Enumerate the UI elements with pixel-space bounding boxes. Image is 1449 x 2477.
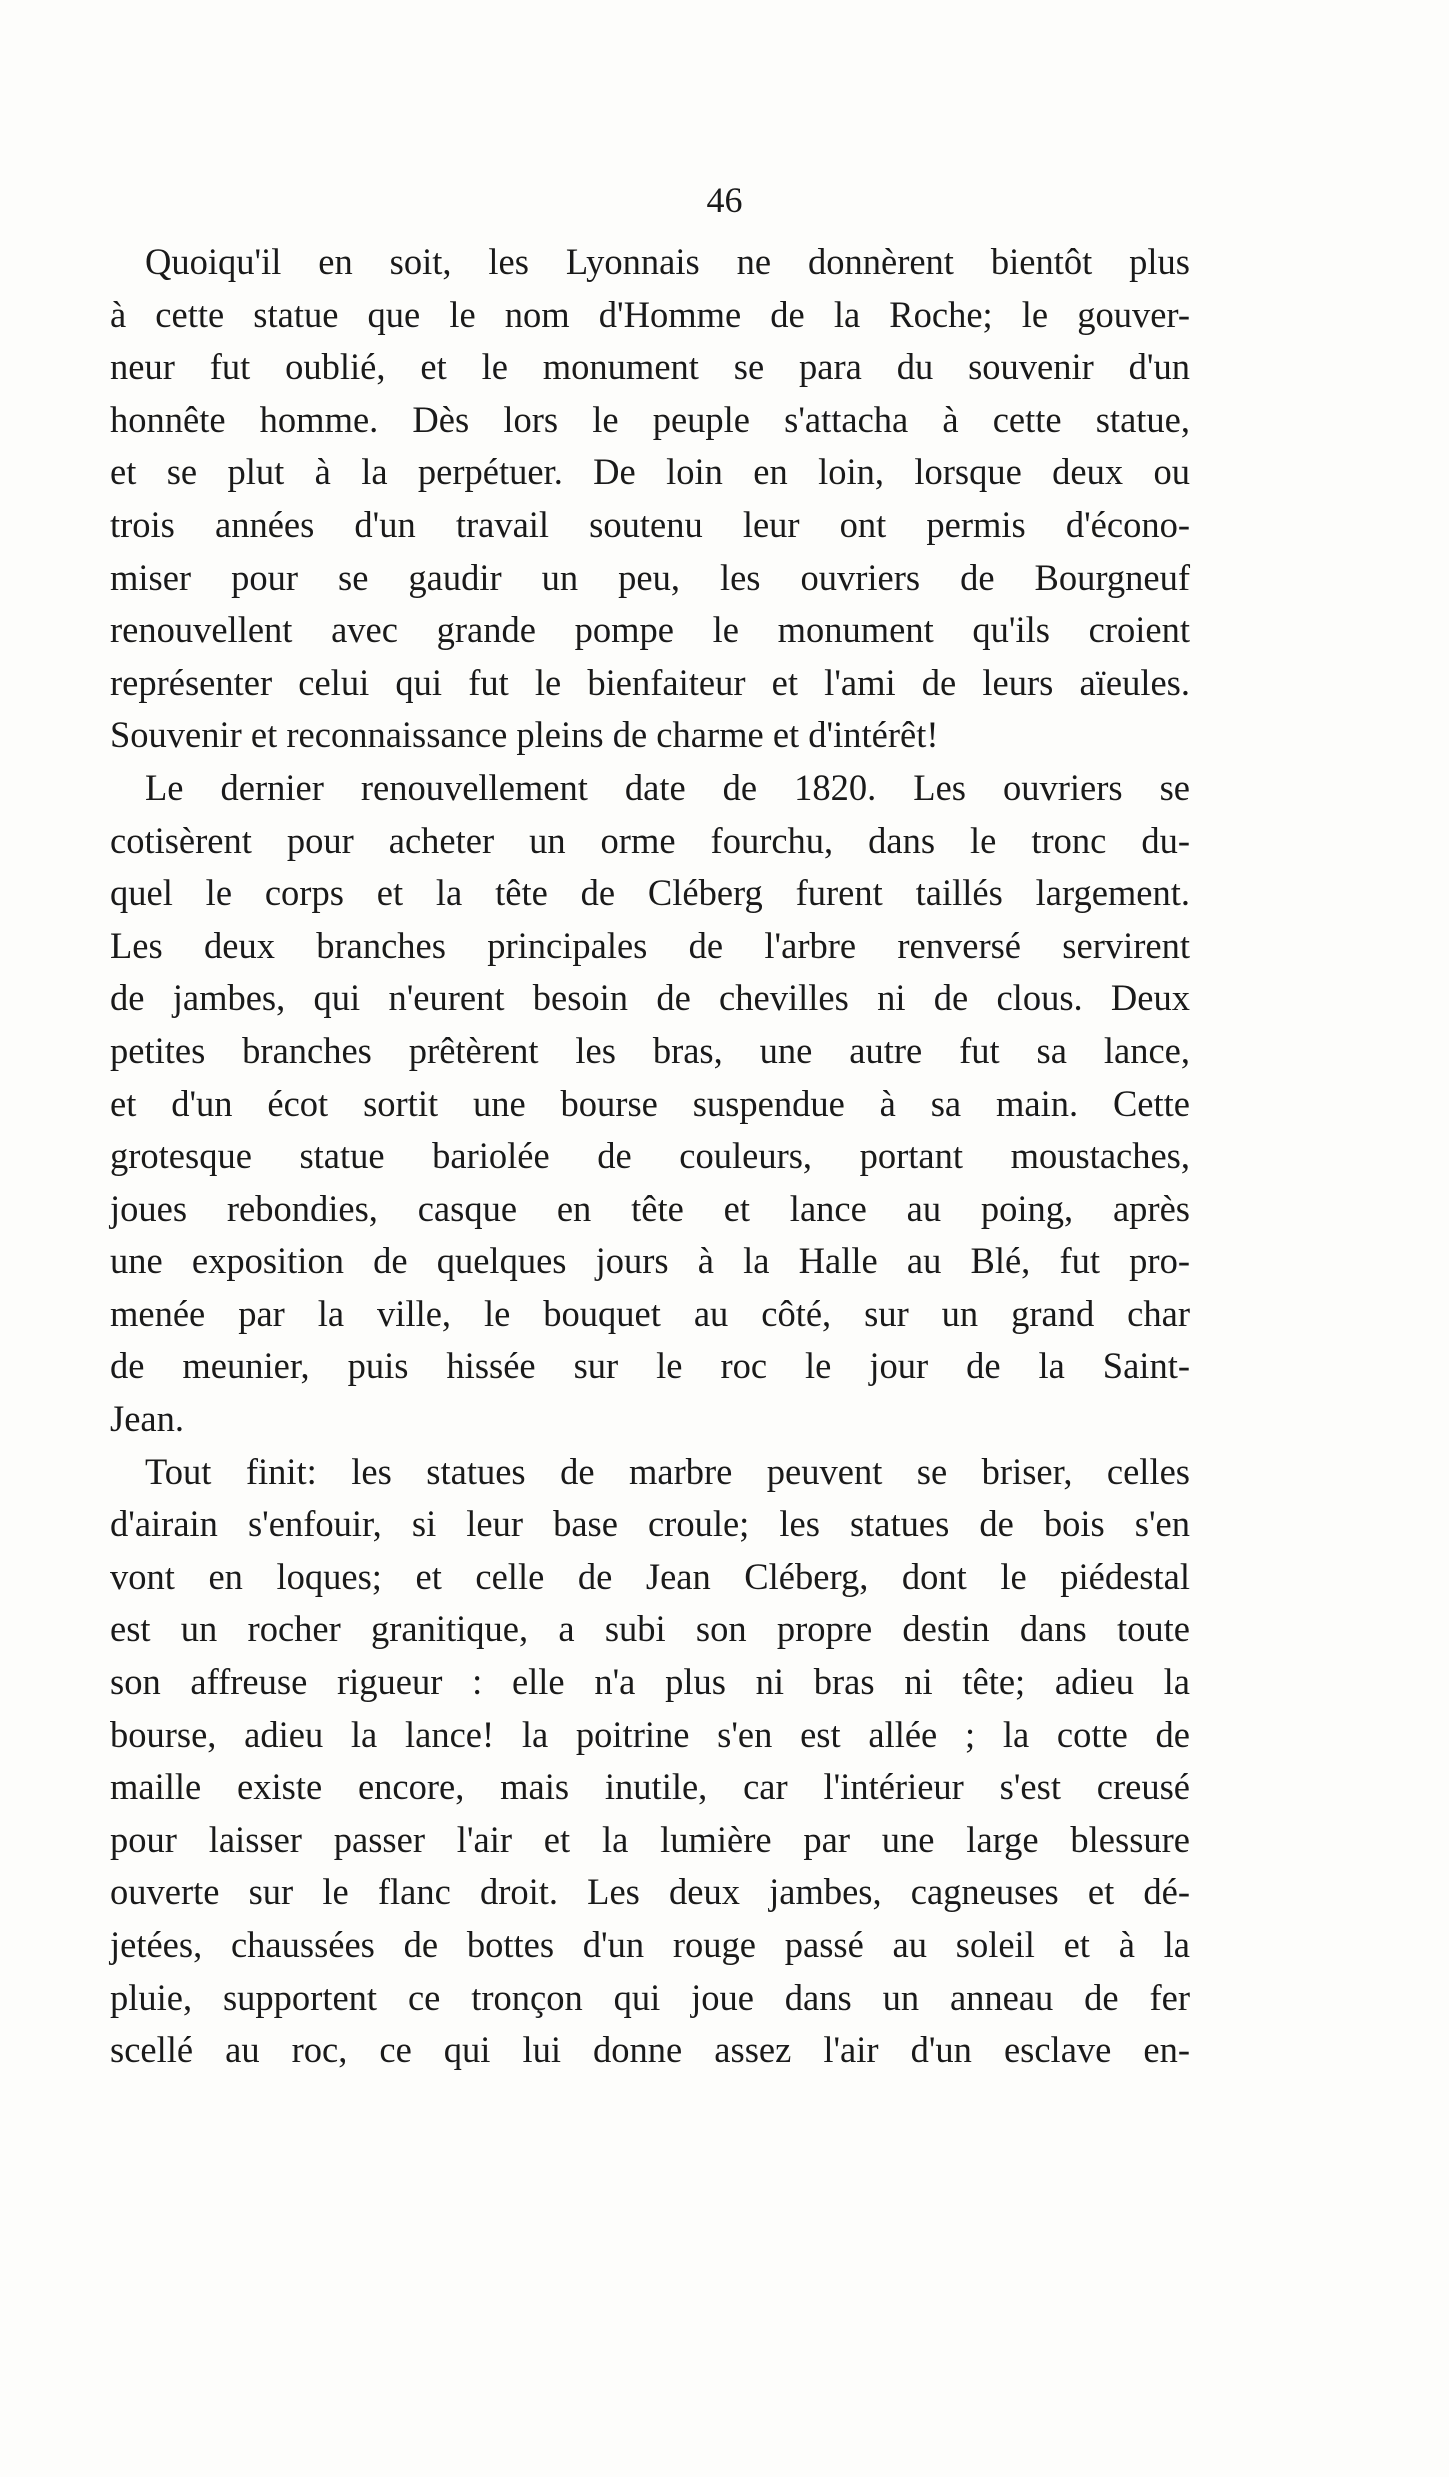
- text-line: pour laisser passer l'air et la lumière par une large blessure: [110, 1818, 1190, 1860]
- page-number: 46: [706, 180, 743, 220]
- text-line: Jean.: [110, 1398, 184, 1440]
- text-line: de jambes, qui n'eurent besoin de chevilles ni de clous. Deux: [110, 977, 1190, 1019]
- text-line: est un rocher granitique, a subi son propre destin dans toute: [110, 1608, 1190, 1650]
- text-line: Tout finit: les statues de marbre peuvent se briser, celles: [145, 1450, 1190, 1492]
- text-line: jetées, chaussées de bottes d'un rouge passé au soleil et à la: [110, 1924, 1190, 1965]
- paragraph-2: [110, 762, 1190, 1446]
- text-line: une exposition de quelques jours à la Halle au Blé, fut pro-: [110, 1240, 1190, 1282]
- text-line: menée par la ville, le bouquet au côté, sur un grand char: [110, 1292, 1190, 1334]
- text-line: petites branches prêtèrent les bras, une autre fut sa lance,: [110, 1029, 1190, 1071]
- text-line: neur fut oublié, et le monument se para du souvenir d'un: [110, 346, 1190, 388]
- text-line: vont en loques; et celle de Jean Cléberg, dont le piédestal: [110, 1555, 1190, 1597]
- text-line: Quoiqu'il en soit, les Lyonnais ne donnèrent bientôt plus: [145, 241, 1190, 282]
- text-line: de meunier, puis hissée sur le roc le jour de la Saint-: [110, 1345, 1190, 1387]
- body-text: [110, 236, 1190, 2077]
- text-line: représenter celui qui fut le bienfaiteur et l'ami de leurs aïeules.: [110, 661, 1190, 703]
- text-line: cotisèrent pour acheter un orme fourchu, dans le tronc du-: [110, 819, 1190, 861]
- text-line: son affreuse rigueur : elle n'a plus ni bras ni tête; adieu la: [110, 1661, 1190, 1703]
- text-line: d'airain s'enfouir, si leur base croule; les statues de bois s'en: [110, 1503, 1190, 1545]
- text-line: grotesque statue bariolée de couleurs, portant moustaches,: [110, 1135, 1190, 1177]
- text-line: pluie, supportent ce tronçon qui joue dans un anneau de fer: [110, 1976, 1190, 2018]
- text-line: quel le corps et la tête de Cléberg furent taillés largement.: [110, 872, 1190, 914]
- text-line: et d'un écot sortit une bourse suspendue à sa main. Cette: [110, 1082, 1190, 1124]
- text-line: ouverte sur le flanc droit. Les deux jambes, cagneuses et dé-: [110, 1871, 1190, 1913]
- text-line: renouvellent avec grande pompe le monument qu'ils croient: [110, 609, 1190, 651]
- text-line: bourse, adieu la lance! la poitrine s'en est allée ; la cotte de: [110, 1713, 1190, 1755]
- paragraph-3: [110, 1446, 1190, 2077]
- text-line: maille existe encore, mais inutile, car l'intérieur s'est creusé: [110, 1766, 1190, 1808]
- text-line: Le dernier renouvellement date de 1820. Les ouvriers se: [145, 766, 1190, 808]
- paragraph-1: [110, 236, 1190, 762]
- text-line: miser pour se gaudir un peu, les ouvriers de Bourgneuf: [110, 556, 1190, 598]
- text-line: honnête homme. Dès lors le peuple s'attacha à cette statue,: [110, 398, 1190, 440]
- text-line: Les deux branches principales de l'arbre renversé servirent: [110, 924, 1190, 966]
- text-line: trois années d'un travail soutenu leur ont permis d'écono-: [110, 503, 1190, 545]
- text-line: scellé au roc, ce qui lui donne assez l'air d'un esclave en-: [110, 2029, 1190, 2071]
- text-line: et se plut à la perpétuer. De loin en loin, lorsque deux ou: [110, 451, 1190, 493]
- text-line: à cette statue que le nom d'Homme de la Roche; le gouver-: [110, 293, 1190, 335]
- text-line: Souvenir et reconnaissance pleins de charme et d'intérêt!: [110, 714, 939, 756]
- text-line: joues rebondies, casque en tête et lance au poing, après: [110, 1187, 1190, 1229]
